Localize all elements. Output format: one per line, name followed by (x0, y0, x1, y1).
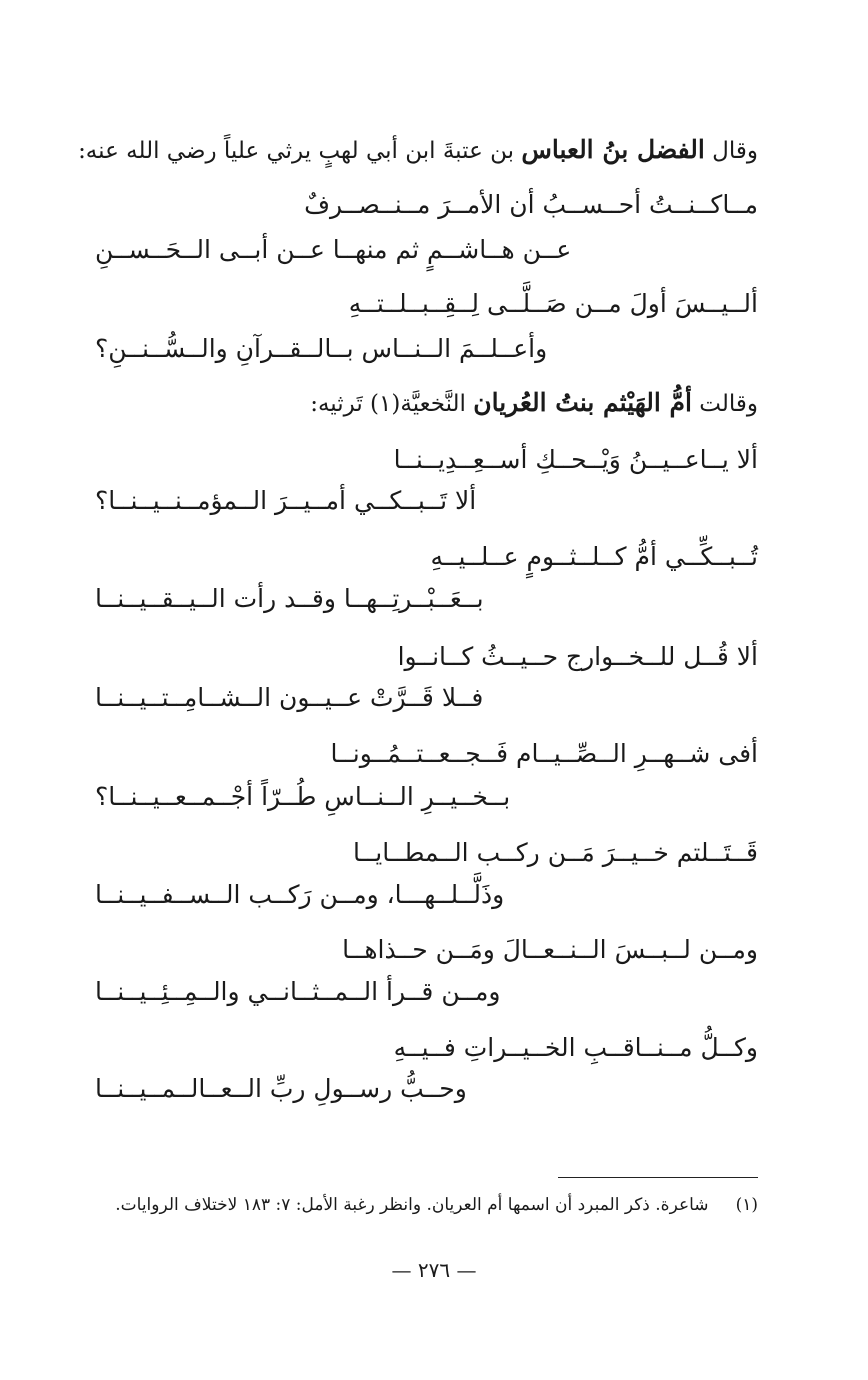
footnote (115, 1192, 758, 1218)
verse-9-second-hemistich: وحــبُّ رســولِ ربِّ الــعــالــمــيــنــا (95, 1074, 467, 1103)
poet-name-2: أمُّ الهَيْثم بنتُ العُريان (473, 388, 692, 417)
verse-3-first-hemistich: ألا يــاعــيــنُ وَيْــحــكِ أســعِــدِيــنــا (393, 445, 758, 474)
verse-2-second-hemistich: وأعــلــمَ الــنــاس بــالــقــرآنِ والــسُّــنــنِ؟ (95, 334, 548, 363)
poet-name-1: الفضل بنُ العباس (521, 135, 705, 164)
verse-4-first-hemistich: تُــبــكِّــي أمُّ كــلــثــومٍ عــلــيــهِ (430, 542, 758, 571)
footnote-text: شاعرة. ذكر المبرد أن اسمها أم العريان. وانظر رغبة الأمل: ٧: ١٨٣ لاختلاف الروايات. (115, 1195, 709, 1215)
verse-8-first-hemistich: ومــن لــبــسَ الــنــعــالَ ومَــن حــذاهــا (342, 935, 758, 964)
verse-4-second-hemistich: بــعَــبْــرتِــهــا وقــد رأت الــيــقــيــنــا (95, 584, 484, 613)
intro-paragraph-1 (78, 133, 758, 167)
verse-2-first-hemistich: ألــيــسَ أولَ مــن صَــلَّــى لِــقِــبــلــتــهِ (348, 289, 758, 318)
verse-7-first-hemistich: قَــتَــلتم خــيــرَ مَــن ركــب الــمطــايــا (352, 838, 758, 867)
verse-8-second-hemistich: ومــن قــرأ الــمــثــانــي والــمِــئِــيــنــا (95, 977, 501, 1006)
verse-7-second-hemistich: وذَلَّــلــهـــا، ومــن رَكــب الــســفــيــنــا (95, 880, 505, 909)
intro-1-pre: وقال (712, 138, 758, 164)
intro-paragraph-2 (310, 386, 758, 420)
intro-2-pre: وقالت (699, 391, 758, 417)
verse-5-second-hemistich: فــلا قَــرَّتْ عــيــون الــشــامِــتــيــنــا (95, 683, 484, 712)
page-number: — ٢٧٦ — (391, 1258, 477, 1282)
verse-6-first-hemistich: أفى شــهــرِ الــصِّــيــام فَــجــعــتــمُــونــا (330, 739, 758, 768)
verse-9-first-hemistich: وكــلُّ مــنــاقــبِ الخــيــراتِ فــيــهِ (393, 1033, 758, 1062)
verse-1-first-hemistich: مــاكــنــتُ أحــســبُ أن الأمــرَ مــنــصــرفٌ (304, 190, 758, 219)
verse-1-second-hemistich: عــن هــاشــمٍ ثم منهــا عــن أبــى الــحَــســنِ (95, 235, 572, 264)
footnote-separator (558, 1177, 758, 1178)
verse-3-second-hemistich: ألا تَــبــكــي أمــيــرَ الــمؤمــنــيــنــا؟ (95, 486, 477, 515)
verse-6-second-hemistich: بــخــيــرِ الــنــاسِ طُــرّاً أجْــمــعــيــنــا؟ (95, 782, 511, 811)
intro-2-post: النَّخعيَّة(١) تَرثيه: (310, 391, 466, 417)
intro-1-post: بن عتبةَ ابن أبي لهبٍ يرثي علياً رضي الله عنه: (78, 138, 515, 164)
verse-5-first-hemistich: ألا قُــل للــخــوارج حــيــثُ كــانــوا (397, 642, 758, 671)
footnote-marker: (١) (735, 1195, 758, 1215)
